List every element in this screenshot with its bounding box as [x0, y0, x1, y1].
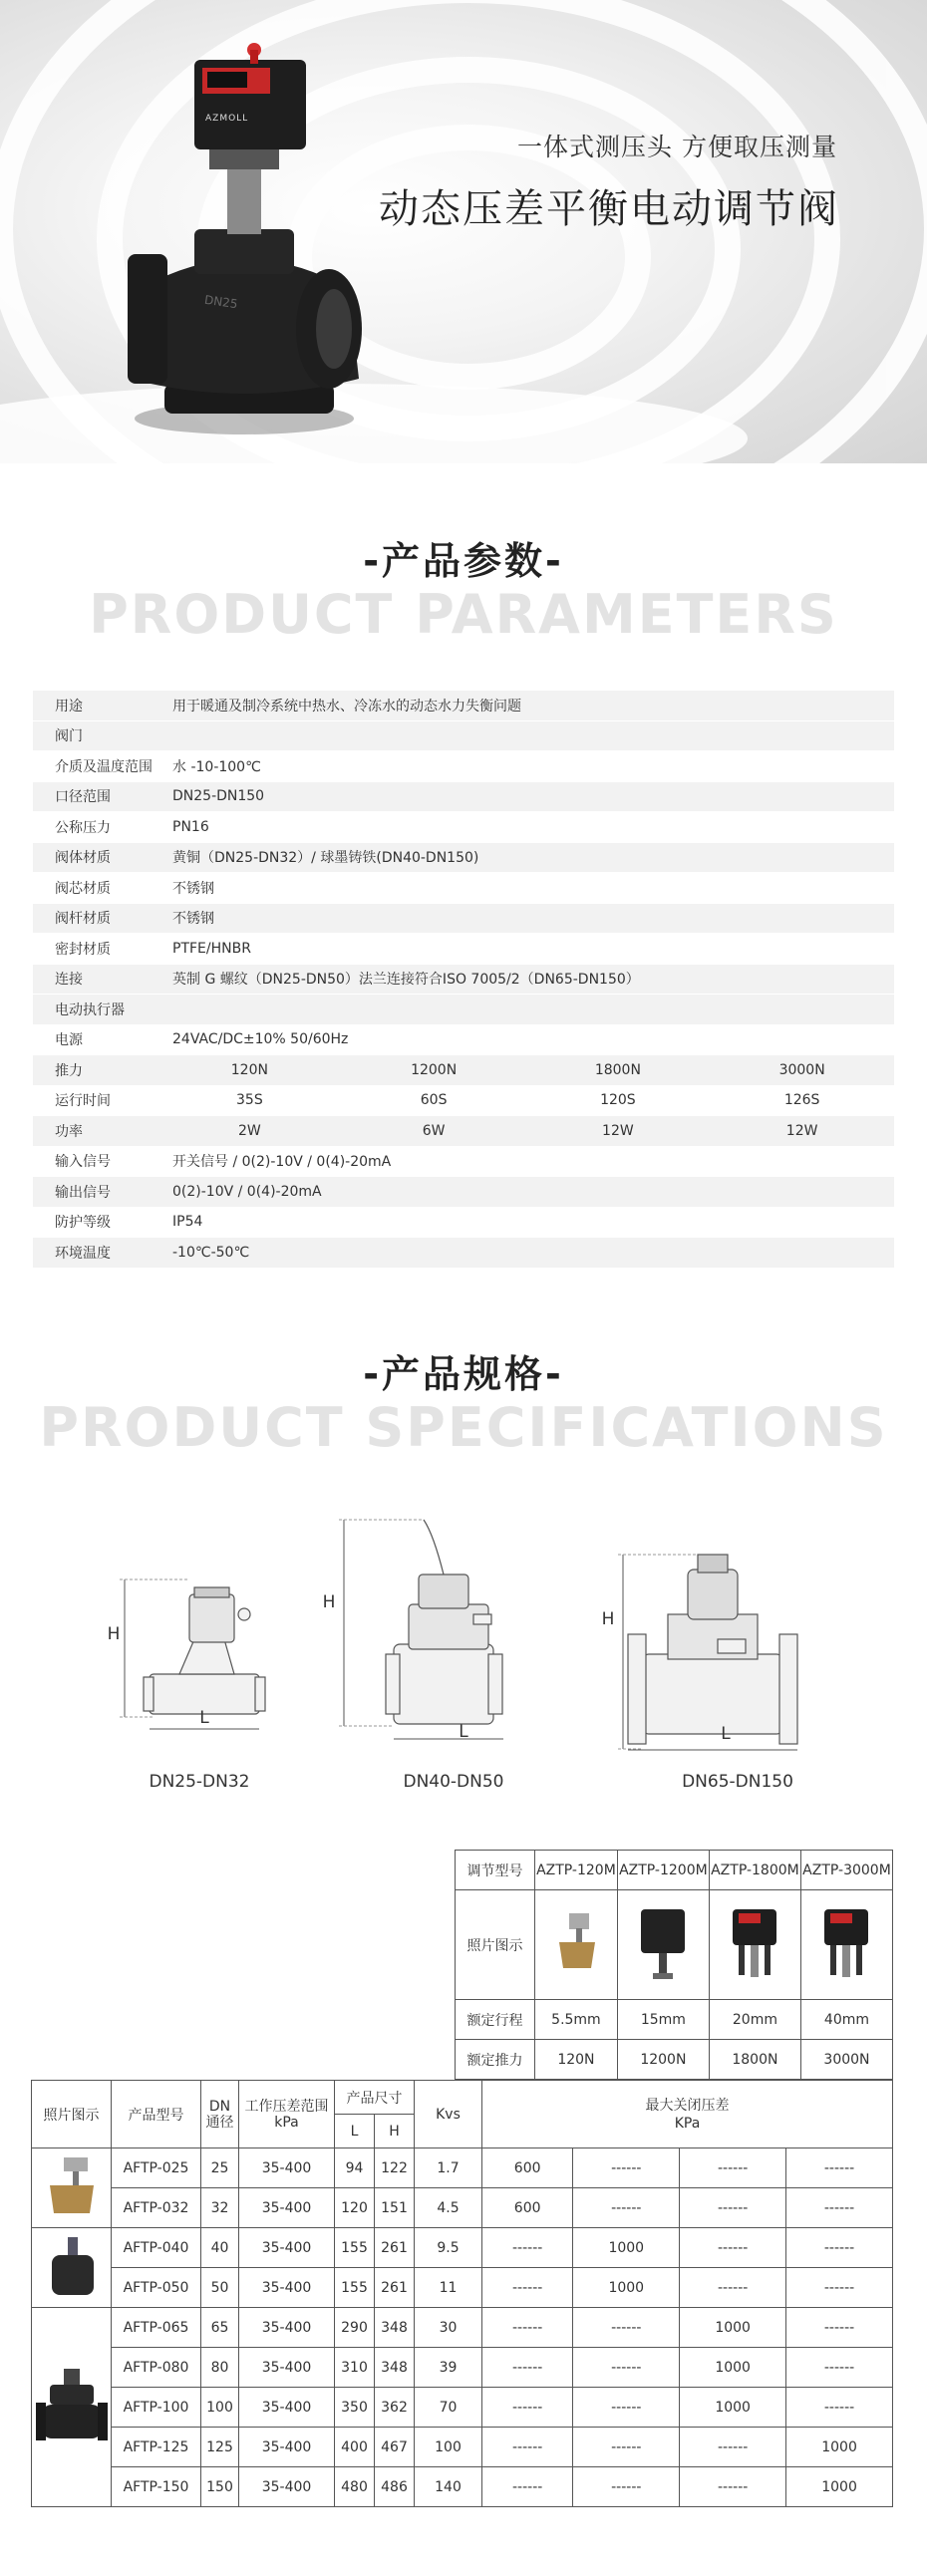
param-key: 介质及温度范围 [55, 758, 153, 775]
table-row [32, 2148, 893, 2188]
specs-section-title: -产品规格- [363, 1352, 564, 1396]
diagram-2-caption: DN40-DN50 [403, 1772, 504, 1792]
table-cell: ------ [786, 2308, 893, 2348]
table-cell: ------ [573, 2388, 680, 2428]
table-cell: AFTP-065 [112, 2308, 201, 2348]
table-cell: ------ [482, 2228, 573, 2268]
table-cell: ------ [680, 2228, 786, 2268]
param-row-thrust [33, 1055, 894, 1086]
param-row [33, 751, 894, 782]
valve-photo-iron-small [32, 2228, 112, 2308]
table-cell: 70 [415, 2388, 482, 2428]
table-cell: ------ [680, 2467, 786, 2507]
table-cell: 310 [335, 2348, 375, 2388]
param-row [33, 843, 894, 874]
table-cell: 1000 [573, 2228, 680, 2268]
table-cell: 1000 [680, 2348, 786, 2388]
table-cell: ------ [786, 2268, 893, 2308]
table-row [32, 2228, 893, 2268]
table-cell: 35-400 [239, 2228, 335, 2268]
table-cell: ------ [573, 2308, 680, 2348]
param-value: PTFE/HNBR [172, 940, 251, 957]
table-cell: 9.5 [415, 2228, 482, 2268]
param-row [33, 721, 894, 752]
param-key: 公称压力 [55, 819, 111, 836]
table-cell: ------ [482, 2348, 573, 2388]
param-value: 24VAC/DC±10% 50/60Hz [172, 1031, 349, 1048]
table-cell: 290 [335, 2308, 375, 2348]
param-value: IP54 [172, 1214, 203, 1231]
valve-photo-iron-flanged [32, 2308, 112, 2507]
table-cell: 35-400 [239, 2348, 335, 2388]
param-key: 防护等级 [55, 1215, 111, 1232]
param-group: 阀门 [55, 728, 83, 745]
actuator-model: AZTP-1200M [617, 1851, 709, 1890]
param-row-power [33, 1116, 894, 1147]
valve-spec-table [31, 2080, 893, 2507]
param-value: 水 -10-100℃ [172, 758, 261, 775]
param-value: 用于暖通及制冷系统中热水、冷冻水的动态水力失衡问题 [172, 698, 521, 715]
param-key: 输出信号 [55, 1184, 111, 1201]
table-header-cell: 工作压差范围 kPa [239, 2081, 335, 2148]
table-cell: 50 [201, 2268, 239, 2308]
param-value: 0(2)-10V / 0(4)-20mA [172, 1183, 322, 1200]
diagram-1-h-label: H [107, 1624, 121, 1644]
param-key: 用途 [55, 698, 83, 715]
table-cell: AFTP-040 [112, 2228, 201, 2268]
actuator-model: AZTP-1800M [709, 1851, 800, 1890]
table-cell: 486 [375, 2467, 415, 2507]
table-row [32, 2428, 893, 2467]
table-cell: 20mm [709, 2000, 800, 2040]
table-header-cell: 产品型号 [112, 2081, 201, 2148]
param-value: DN25-DN150 [172, 788, 265, 805]
param-row [33, 934, 894, 965]
table-cell: ------ [786, 2228, 893, 2268]
param-row [33, 873, 894, 904]
param-row [33, 1238, 894, 1269]
param-row [33, 812, 894, 843]
diagram-1-l-label: L [199, 1708, 209, 1728]
param-row [33, 782, 894, 813]
param-row [33, 1025, 894, 1056]
table-cell: ------ [573, 2348, 680, 2388]
param-cell: 3000N [778, 1061, 825, 1078]
diagram-3-l-label: L [721, 1724, 731, 1744]
param-row [33, 995, 894, 1025]
table-header-cell: 产品尺寸 [335, 2081, 415, 2115]
table-cell: 32 [201, 2188, 239, 2228]
table-cell: 30 [415, 2308, 482, 2348]
table-header-cell: 调节型号 [456, 1851, 535, 1890]
table-cell: ------ [680, 2148, 786, 2188]
diagram-3-caption: DN65-DN150 [682, 1772, 793, 1792]
params-section-title: -产品参数- [363, 539, 564, 583]
table-cell: 1000 [786, 2428, 893, 2467]
param-value: 黄铜（DN25-DN32）/ 球墨铸铁(DN40-DN150) [172, 850, 479, 867]
table-cell: ------ [573, 2188, 680, 2228]
table-cell: 100 [415, 2428, 482, 2467]
diagram-1-caption: DN25-DN32 [149, 1772, 250, 1792]
table-cell: 35-400 [239, 2467, 335, 2507]
table-cell: 35-400 [239, 2148, 335, 2188]
param-key: 连接 [55, 972, 83, 989]
table-cell: 100 [201, 2388, 239, 2428]
table-row [32, 2467, 893, 2507]
table-cell: ------ [482, 2268, 573, 2308]
table-cell: 261 [375, 2228, 415, 2268]
table-cell: 3000N [800, 2040, 892, 2080]
table-cell: 4.5 [415, 2188, 482, 2228]
table-cell: 480 [335, 2467, 375, 2507]
table-row [32, 2188, 893, 2228]
table-cell: ------ [573, 2148, 680, 2188]
actuator-photo-3000m [800, 1890, 892, 2000]
table-cell: 348 [375, 2308, 415, 2348]
param-value: PN16 [172, 818, 209, 835]
table-cell: 94 [335, 2148, 375, 2188]
param-key: 阀芯材质 [55, 880, 111, 897]
diagram-2-l-label: L [459, 1722, 468, 1742]
table-cell: ------ [482, 2428, 573, 2467]
params-section-subtitle: PRODUCT PARAMETERS [89, 583, 838, 646]
actuator-photo-1800m [709, 1890, 800, 2000]
table-cell: ------ [680, 2188, 786, 2228]
table-cell: 1000 [786, 2467, 893, 2507]
table-cell: 35-400 [239, 2188, 335, 2228]
param-cell: 12W [785, 1122, 818, 1139]
table-cell: 600 [482, 2148, 573, 2188]
table-cell: 65 [201, 2308, 239, 2348]
param-key: 环境温度 [55, 1245, 111, 1262]
table-cell: 40mm [800, 2000, 892, 2040]
hero-banner [0, 0, 927, 463]
param-cell: 6W [422, 1122, 446, 1139]
actuator-photo-1200m [617, 1890, 709, 2000]
specs-section-subtitle: PRODUCT SPECIFICATIONS [39, 1396, 888, 1459]
diagram-dn65-dn150 [588, 1515, 827, 1754]
param-cell: 1800N [594, 1061, 641, 1078]
param-row [33, 1208, 894, 1239]
param-cell: 1200N [411, 1061, 458, 1078]
table-cell: 1200N [617, 2040, 709, 2080]
table-cell: 25 [201, 2148, 239, 2188]
table-cell: AFTP-032 [112, 2188, 201, 2228]
table-cell: 362 [375, 2388, 415, 2428]
table-row [456, 2040, 893, 2080]
table-cell: AFTP-080 [112, 2348, 201, 2388]
valve-body-mark: DN25 [203, 292, 239, 312]
param-key: 阀杆材质 [55, 911, 111, 928]
param-key: 输入信号 [55, 1154, 111, 1171]
table-cell: ------ [680, 2268, 786, 2308]
table-cell: 120 [335, 2188, 375, 2228]
param-key: 口径范围 [55, 789, 111, 806]
table-cell: ------ [786, 2348, 893, 2388]
actuator-brand-label: AZMOLL [205, 114, 249, 124]
table-cell: 151 [375, 2188, 415, 2228]
table-cell: 35-400 [239, 2268, 335, 2308]
table-cell: 125 [201, 2428, 239, 2467]
table-header-cell: 额定推力 [456, 2040, 535, 2080]
table-cell: 80 [201, 2348, 239, 2388]
param-value: 开关信号 / 0(2)-10V / 0(4)-20mA [172, 1154, 392, 1171]
table-cell: 120N [535, 2040, 618, 2080]
table-cell: 1000 [680, 2308, 786, 2348]
table-header-row [32, 2081, 893, 2115]
table-cell: AFTP-100 [112, 2388, 201, 2428]
table-cell: ------ [573, 2428, 680, 2467]
table-header-cell: 照片图示 [32, 2081, 112, 2148]
table-cell: 1800N [709, 2040, 800, 2080]
table-cell: 400 [335, 2428, 375, 2467]
table-cell: ------ [482, 2308, 573, 2348]
param-row [33, 1177, 894, 1208]
param-cell: 2W [238, 1122, 261, 1139]
diagram-2-h-label: H [322, 1592, 336, 1612]
param-cell: 126S [783, 1092, 820, 1109]
table-cell: 261 [375, 2268, 415, 2308]
param-cell: 120N [230, 1061, 268, 1078]
diagram-dn40-dn50 [324, 1505, 523, 1744]
table-cell: 155 [335, 2268, 375, 2308]
table-row [456, 2000, 893, 2040]
hero-slogan: 一体式测压头 方便取压测量 [517, 133, 837, 161]
table-row [456, 1851, 893, 1890]
table-row [32, 2348, 893, 2388]
param-row [33, 965, 894, 996]
table-cell: 1000 [680, 2388, 786, 2428]
param-key: 推力 [55, 1062, 83, 1079]
table-cell: 1.7 [415, 2148, 482, 2188]
diagram-3-h-label: H [601, 1609, 615, 1629]
table-cell: 15mm [617, 2000, 709, 2040]
table-cell: 467 [375, 2428, 415, 2467]
table-cell: 122 [375, 2148, 415, 2188]
table-header-cell: 最大关闭压差 KPa [482, 2081, 893, 2148]
table-cell: 150 [201, 2467, 239, 2507]
table-cell: 600 [482, 2188, 573, 2228]
table-row [456, 1890, 893, 2000]
table-cell: 11 [415, 2268, 482, 2308]
param-value: 英制 G 螺纹（DN25-DN50）法兰连接符合ISO 7005/2（DN65-DN150） [172, 972, 640, 989]
actuator-photo-120m [535, 1890, 618, 2000]
param-key: 功率 [55, 1123, 83, 1140]
table-cell: ------ [482, 2388, 573, 2428]
table-cell: 155 [335, 2228, 375, 2268]
param-value: -10℃-50℃ [172, 1244, 250, 1261]
table-header-cell: H [375, 2115, 415, 2148]
table-cell: ------ [680, 2428, 786, 2467]
table-cell: ------ [482, 2467, 573, 2507]
table-header-cell: L [335, 2115, 375, 2148]
param-key: 电源 [55, 1032, 83, 1049]
parameters-table [33, 691, 894, 1269]
table-cell: ------ [786, 2148, 893, 2188]
diagram-dn25-dn32 [100, 1560, 279, 1744]
table-cell: 5.5mm [535, 2000, 618, 2040]
param-key: 密封材质 [55, 941, 111, 958]
table-header-cell: Kvs [415, 2081, 482, 2148]
param-key: 阀体材质 [55, 850, 111, 867]
table-cell: 40 [201, 2228, 239, 2268]
param-cell: 120S [600, 1092, 636, 1109]
table-cell: 140 [415, 2467, 482, 2507]
param-row [33, 1147, 894, 1178]
table-cell: ------ [786, 2388, 893, 2428]
actuator-model: AZTP-120M [535, 1851, 618, 1890]
table-header-cell: DN 通径 [201, 2081, 239, 2148]
table-cell: AFTP-150 [112, 2467, 201, 2507]
table-cell: 350 [335, 2388, 375, 2428]
table-cell: AFTP-050 [112, 2268, 201, 2308]
table-cell: 39 [415, 2348, 482, 2388]
table-cell: 35-400 [239, 2308, 335, 2348]
table-row [32, 2388, 893, 2428]
param-group: 电动执行器 [55, 1002, 125, 1018]
table-header-cell: 照片图示 [456, 1890, 535, 2000]
actuator-model: AZTP-3000M [800, 1851, 892, 1890]
table-cell: AFTP-025 [112, 2148, 201, 2188]
param-cell: 60S [420, 1092, 448, 1109]
param-value: 不锈钢 [172, 911, 214, 928]
table-cell: 1000 [573, 2268, 680, 2308]
param-cell: 35S [236, 1092, 263, 1109]
table-cell: ------ [573, 2467, 680, 2507]
hero-title: 动态压差平衡电动调节阀 [379, 186, 839, 232]
param-row [33, 691, 894, 721]
table-cell: 35-400 [239, 2428, 335, 2467]
table-header-cell: 额定行程 [456, 2000, 535, 2040]
param-cell: 12W [602, 1122, 634, 1139]
param-key: 运行时间 [55, 1093, 111, 1110]
param-row-runtime [33, 1086, 894, 1117]
table-cell: 35-400 [239, 2388, 335, 2428]
table-row [32, 2268, 893, 2308]
param-value: 不锈钢 [172, 880, 214, 897]
table-cell: 348 [375, 2348, 415, 2388]
table-cell: ------ [786, 2188, 893, 2228]
actuator-spec-table [455, 1850, 893, 2080]
valve-photo-brass [32, 2148, 112, 2228]
table-row [32, 2308, 893, 2348]
param-row [33, 904, 894, 935]
table-cell: AFTP-125 [112, 2428, 201, 2467]
